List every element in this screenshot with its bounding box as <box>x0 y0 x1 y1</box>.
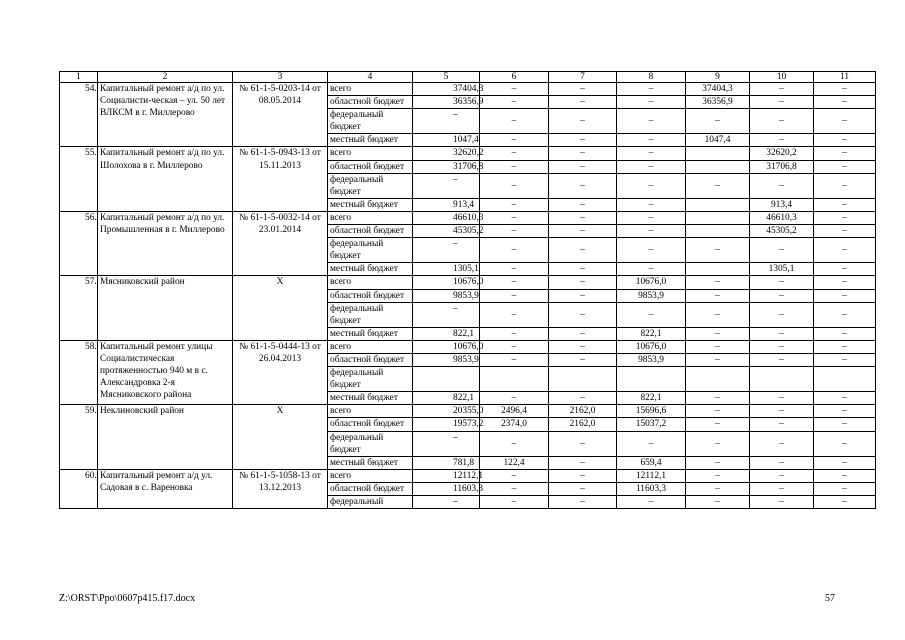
value-cell: – <box>480 496 549 509</box>
budget-type: федеральный бюджет <box>328 173 413 198</box>
item-number: 56. <box>60 211 98 275</box>
column-header: 11 <box>814 72 876 83</box>
value-cell: – <box>814 431 876 456</box>
value-cell: – <box>814 289 876 302</box>
budget-type: всего <box>328 276 413 289</box>
value-cell: – <box>750 96 814 109</box>
value-cell: – <box>686 327 750 340</box>
value-cell: – <box>480 276 549 289</box>
value-cell: 1305,1 <box>750 263 814 276</box>
value-cell: – <box>814 263 876 276</box>
column-header: 3 <box>233 72 328 83</box>
value-cell: – <box>413 238 480 263</box>
registration-number: № 61-1-5-0444-13 от 26.04.2013 <box>233 340 328 404</box>
value-cell: 10676,0 <box>617 340 686 353</box>
value-cell: – <box>814 496 876 509</box>
item-number: 55. <box>60 147 98 211</box>
item-name: Мясниковский район <box>98 276 233 340</box>
item-number: 54. <box>60 83 98 147</box>
value-cell: – <box>617 109 686 134</box>
value-cell: – <box>549 340 617 353</box>
value-cell: – <box>617 198 686 211</box>
registration-number: Х <box>233 276 328 340</box>
budget-type: всего <box>328 211 413 224</box>
value-cell: – <box>686 418 750 431</box>
value-cell: – <box>750 353 814 366</box>
value-cell: 1047,4 <box>686 134 750 147</box>
budget-type: всего <box>328 405 413 418</box>
table-row <box>60 83 876 96</box>
column-header: 2 <box>98 72 233 83</box>
value-cell: – <box>549 482 617 495</box>
value-cell: 32620,2 <box>413 147 480 160</box>
value-cell <box>686 367 750 392</box>
table-row <box>60 405 876 418</box>
value-cell: 15037,2 <box>617 418 686 431</box>
registration-number: № 61-1-5-0203-14 от 08.05.2014 <box>233 83 328 147</box>
column-header: 7 <box>549 72 617 83</box>
value-cell: – <box>750 134 814 147</box>
value-cell: – <box>480 225 549 238</box>
value-cell: 659,4 <box>617 456 686 469</box>
table-body <box>60 72 876 509</box>
header-row <box>60 72 876 83</box>
value-cell: – <box>617 160 686 173</box>
value-cell: – <box>480 431 549 456</box>
value-cell: – <box>549 198 617 211</box>
value-cell: – <box>814 482 876 495</box>
value-cell: – <box>617 134 686 147</box>
value-cell: – <box>686 353 750 366</box>
value-cell: – <box>549 238 617 263</box>
value-cell: – <box>750 276 814 289</box>
value-cell: – <box>814 392 876 405</box>
value-cell: – <box>413 302 480 327</box>
value-cell <box>750 367 814 392</box>
registration-number: № 61-1-5-0032-14 от 23.01.2014 <box>233 211 328 275</box>
value-cell: – <box>617 238 686 263</box>
value-cell <box>549 367 617 392</box>
value-cell: – <box>480 238 549 263</box>
item-number: 57. <box>60 276 98 340</box>
value-cell: 913,4 <box>750 198 814 211</box>
value-cell: – <box>480 134 549 147</box>
budget-type: местный бюджет <box>328 456 413 469</box>
value-cell: 32620,2 <box>750 147 814 160</box>
value-cell: 1305,1 <box>413 263 480 276</box>
budget-type: федеральный бюджет <box>328 431 413 456</box>
value-cell: – <box>750 289 814 302</box>
item-number: 60. <box>60 469 98 508</box>
value-cell <box>480 367 549 392</box>
value-cell: – <box>814 160 876 173</box>
table-row <box>60 211 876 224</box>
value-cell: – <box>814 147 876 160</box>
value-cell: 36356,9 <box>413 96 480 109</box>
registration-number: № 61-1-5-0943-13 от 15.11.2013 <box>233 147 328 211</box>
value-cell: – <box>480 482 549 495</box>
value-cell: 10676,0 <box>413 340 480 353</box>
budget-type: федеральный бюджет <box>328 238 413 263</box>
value-cell: – <box>750 418 814 431</box>
value-cell: – <box>549 431 617 456</box>
value-cell <box>686 225 750 238</box>
budget-type: федеральный бюджет <box>328 109 413 134</box>
value-cell: – <box>750 109 814 134</box>
value-cell: – <box>480 109 549 134</box>
value-cell: 31706,8 <box>750 160 814 173</box>
value-cell: – <box>480 83 549 96</box>
value-cell: – <box>480 147 549 160</box>
value-cell: – <box>686 340 750 353</box>
value-cell: – <box>814 173 876 198</box>
value-cell: – <box>814 302 876 327</box>
value-cell: – <box>686 456 750 469</box>
value-cell: 45305,2 <box>750 225 814 238</box>
value-cell: – <box>750 496 814 509</box>
value-cell: – <box>480 96 549 109</box>
value-cell: – <box>549 160 617 173</box>
value-cell: – <box>549 469 617 482</box>
value-cell: – <box>549 276 617 289</box>
value-cell: – <box>814 96 876 109</box>
budget-type: местный бюджет <box>328 392 413 405</box>
value-cell: 781,8 <box>413 456 480 469</box>
value-cell: – <box>480 327 549 340</box>
value-cell: – <box>617 83 686 96</box>
value-cell: – <box>617 96 686 109</box>
value-cell: – <box>480 289 549 302</box>
budget-type: областной бюджет <box>328 482 413 495</box>
value-cell: 36356,9 <box>686 96 750 109</box>
value-cell: – <box>814 353 876 366</box>
value-cell: – <box>750 469 814 482</box>
budget-type: областной бюджет <box>328 96 413 109</box>
value-cell: – <box>480 263 549 276</box>
value-cell: – <box>480 392 549 405</box>
budget-type: областной бюджет <box>328 353 413 366</box>
column-header: 9 <box>686 72 750 83</box>
value-cell: 822,1 <box>617 392 686 405</box>
value-cell: – <box>549 327 617 340</box>
value-cell: – <box>549 134 617 147</box>
budget-type: федеральный <box>328 496 413 509</box>
value-cell: – <box>549 289 617 302</box>
value-cell: 31706,8 <box>413 160 480 173</box>
item-name: Капитальный ремонт улицы Социалистическая протяженностью 940 м в с. Александровка 2-я Мясниковского района <box>98 340 233 404</box>
value-cell: – <box>480 340 549 353</box>
budget-type: областной бюджет <box>328 160 413 173</box>
value-cell: – <box>686 482 750 495</box>
value-cell: – <box>814 211 876 224</box>
value-cell: 37404,3 <box>686 83 750 96</box>
value-cell: 1047,4 <box>413 134 480 147</box>
value-cell: – <box>413 431 480 456</box>
column-header: 10 <box>750 72 814 83</box>
value-cell: 10676,0 <box>413 276 480 289</box>
value-cell: 11603,3 <box>413 482 480 495</box>
item-name: Капитальный ремонт а/д ул. Садовая в с. Вареновка <box>98 469 233 508</box>
budget-type: местный бюджет <box>328 263 413 276</box>
value-cell: 37404,3 <box>413 83 480 96</box>
value-cell: – <box>814 456 876 469</box>
value-cell: – <box>549 302 617 327</box>
column-header: 5 <box>413 72 480 83</box>
value-cell: – <box>617 225 686 238</box>
value-cell: – <box>750 431 814 456</box>
value-cell: – <box>480 160 549 173</box>
value-cell: – <box>686 302 750 327</box>
value-cell: – <box>686 431 750 456</box>
item-number: 59. <box>60 405 98 469</box>
value-cell: 19573,2 <box>413 418 480 431</box>
value-cell: – <box>549 392 617 405</box>
value-cell: – <box>480 469 549 482</box>
value-cell: – <box>549 109 617 134</box>
value-cell: – <box>750 302 814 327</box>
value-cell: – <box>617 211 686 224</box>
value-cell: – <box>413 109 480 134</box>
value-cell: – <box>617 263 686 276</box>
value-cell: 20355,0 <box>413 405 480 418</box>
page-number: 57 <box>825 593 835 604</box>
item-name: Капитальный ремонт а/д по ул. Социалисти-ческая – ул. 50 лет ВЛКСМ в г. Миллерово <box>98 83 233 147</box>
value-cell: – <box>814 83 876 96</box>
value-cell: – <box>686 109 750 134</box>
budget-type: областной бюджет <box>328 289 413 302</box>
value-cell: – <box>814 225 876 238</box>
value-cell: – <box>750 83 814 96</box>
value-cell: – <box>814 340 876 353</box>
value-cell: 122,4 <box>480 456 549 469</box>
budget-type: местный бюджет <box>328 198 413 211</box>
table-row <box>60 147 876 160</box>
value-cell: – <box>549 225 617 238</box>
budget-table <box>59 71 876 509</box>
budget-type: федеральный бюджет <box>328 302 413 327</box>
value-cell: – <box>617 302 686 327</box>
value-cell: – <box>549 496 617 509</box>
value-cell: – <box>480 211 549 224</box>
value-cell: – <box>814 469 876 482</box>
value-cell: – <box>549 96 617 109</box>
value-cell: – <box>750 173 814 198</box>
budget-type: областной бюджет <box>328 418 413 431</box>
value-cell <box>686 263 750 276</box>
value-cell: – <box>814 198 876 211</box>
value-cell: 822,1 <box>617 327 686 340</box>
value-cell: – <box>686 405 750 418</box>
value-cell: 45305,2 <box>413 225 480 238</box>
value-cell <box>686 211 750 224</box>
budget-type: всего <box>328 83 413 96</box>
value-cell: – <box>814 109 876 134</box>
value-cell: 12112,1 <box>617 469 686 482</box>
value-cell: 15696,6 <box>617 405 686 418</box>
value-cell: – <box>686 289 750 302</box>
value-cell: – <box>480 173 549 198</box>
value-cell: – <box>686 469 750 482</box>
value-cell: – <box>814 276 876 289</box>
value-cell: – <box>814 418 876 431</box>
value-cell: – <box>750 456 814 469</box>
budget-type: местный бюджет <box>328 327 413 340</box>
value-cell: – <box>549 353 617 366</box>
value-cell: 10676,0 <box>617 276 686 289</box>
value-cell: – <box>617 431 686 456</box>
value-cell: – <box>750 327 814 340</box>
item-name: Капитальный ремонт а/д по ул. Промышленная в г. Миллерово <box>98 211 233 275</box>
value-cell: – <box>750 392 814 405</box>
value-cell: – <box>686 496 750 509</box>
value-cell <box>686 147 750 160</box>
value-cell: – <box>617 173 686 198</box>
value-cell: – <box>750 405 814 418</box>
value-cell: – <box>549 263 617 276</box>
value-cell: 9853,9 <box>617 289 686 302</box>
value-cell: 46610,3 <box>750 211 814 224</box>
budget-type: всего <box>328 147 413 160</box>
value-cell: 2162,0 <box>549 405 617 418</box>
value-cell: – <box>617 496 686 509</box>
value-cell: – <box>814 238 876 263</box>
value-cell: – <box>413 173 480 198</box>
value-cell: 913,4 <box>413 198 480 211</box>
value-cell: – <box>480 353 549 366</box>
value-cell: – <box>686 276 750 289</box>
file-path: Z:\ORST\Ppo\0607p415.f17.docx <box>59 593 196 604</box>
budget-type: всего <box>328 340 413 353</box>
value-cell <box>814 367 876 392</box>
value-cell: – <box>549 83 617 96</box>
column-header: 1 <box>60 72 98 83</box>
budget-type: областной бюджет <box>328 225 413 238</box>
value-cell: 822,1 <box>413 327 480 340</box>
column-header: 4 <box>328 72 413 83</box>
registration-number: № 61-1-5-1058-13 от 13.12.2013 <box>233 469 328 508</box>
value-cell: 9853,9 <box>617 353 686 366</box>
column-header: 8 <box>617 72 686 83</box>
value-cell: – <box>480 198 549 211</box>
value-cell: – <box>549 147 617 160</box>
value-cell: 2162,0 <box>549 418 617 431</box>
value-cell: 9853,9 <box>413 353 480 366</box>
value-cell: – <box>750 238 814 263</box>
value-cell: – <box>549 173 617 198</box>
column-header: 6 <box>480 72 549 83</box>
value-cell: – <box>814 405 876 418</box>
value-cell <box>686 160 750 173</box>
value-cell: – <box>814 327 876 340</box>
item-name: Неклиновский район <box>98 405 233 469</box>
value-cell: – <box>686 173 750 198</box>
table-row <box>60 276 876 289</box>
value-cell: – <box>413 496 480 509</box>
table-row <box>60 340 876 353</box>
budget-type: всего <box>328 469 413 482</box>
value-cell <box>617 367 686 392</box>
table-row <box>60 469 876 482</box>
value-cell: – <box>686 238 750 263</box>
budget-type: федеральный бюджет <box>328 367 413 392</box>
value-cell: 46610,3 <box>413 211 480 224</box>
value-cell: 11603,3 <box>617 482 686 495</box>
value-cell: – <box>617 147 686 160</box>
value-cell: 2496,4 <box>480 405 549 418</box>
value-cell: 822,1 <box>413 392 480 405</box>
item-number: 58. <box>60 340 98 404</box>
value-cell: – <box>686 392 750 405</box>
budget-type: местный бюджет <box>328 134 413 147</box>
value-cell: 2374,0 <box>480 418 549 431</box>
value-cell: 12112,1 <box>413 469 480 482</box>
item-name: Капитальный ремонт а/д по ул. Шолохова в г. Миллерово <box>98 147 233 211</box>
value-cell: – <box>814 134 876 147</box>
value-cell: 9853,9 <box>413 289 480 302</box>
value-cell: – <box>480 302 549 327</box>
registration-number: Х <box>233 405 328 469</box>
value-cell: – <box>549 211 617 224</box>
value-cell: – <box>549 456 617 469</box>
value-cell: – <box>750 340 814 353</box>
value-cell <box>413 367 480 392</box>
value-cell <box>686 198 750 211</box>
value-cell: – <box>750 482 814 495</box>
